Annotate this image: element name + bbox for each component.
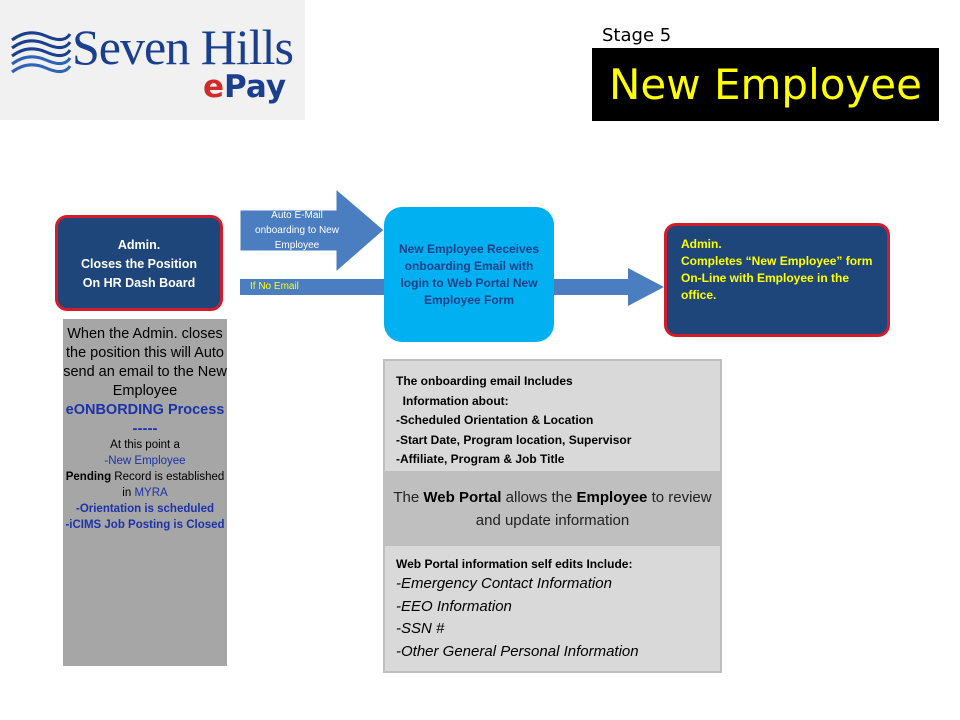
logo-product-rest: Pay: [224, 69, 287, 105]
admin-completes-form-box: [664, 223, 890, 337]
portal-pre: The: [393, 489, 424, 506]
note-myra: MYRA: [134, 487, 168, 499]
admin-close-line1: Admin.: [117, 238, 161, 252]
self-edit-item: -SSN #: [396, 620, 445, 637]
includes-line: -Affiliate, Program & Job Title: [396, 452, 565, 466]
page-title-banner: New Employee: [592, 48, 939, 121]
self-edit-item: -Other General Personal Information: [396, 642, 639, 660]
web-portal-description: [383, 471, 722, 546]
admin-close-explanation: [63, 319, 227, 666]
stage-label: Stage 5: [602, 25, 672, 46]
admin-closes-position-box: [55, 215, 223, 311]
includes-line: -Scheduled Orientation & Location: [396, 413, 594, 427]
note-icims: -iCIMS Job Posting is Closed: [65, 519, 225, 531]
note-process: eONBORDING Process: [65, 402, 225, 418]
employee-receives-email-box: [384, 207, 554, 342]
self-edit-item: -Emergency Contact Information: [396, 575, 612, 592]
receives-text: New Employee Receives onboarding Email with login to Web Portal New Employee Form: [398, 241, 540, 307]
note-new-employee: -New Employee: [104, 455, 186, 467]
self-edits-list: [383, 546, 722, 673]
note-pending-bold: Pending: [65, 471, 112, 483]
includes-line: -Start Date, Program location, Supervisor: [396, 432, 632, 447]
admin-close-line3: On HR Dash Board: [82, 276, 196, 290]
admin-complete-line1: Admin.: [681, 237, 722, 251]
includes-line: The onboarding email Includes: [396, 374, 573, 388]
note-dashes: -----: [132, 420, 158, 437]
note-intro: When the Admin. closes the position this will Auto send an email to the New Employee: [63, 326, 227, 399]
auto-email-label: Auto E-Mail onboarding to New Employee: [255, 210, 339, 251]
note-pending-rest: Record is established in: [111, 471, 225, 499]
portal-post: to review and update information: [475, 489, 712, 529]
self-edits-heading: Web Portal information self edits Include:: [396, 557, 633, 571]
includes-line: Information about:: [396, 393, 509, 408]
note-pending: [63, 469, 227, 501]
logo-product-e: e: [203, 69, 225, 105]
onboarding-email-includes: [383, 359, 722, 471]
admin-complete-line2: Completes “New Employee” form On-Line with Employee in the office.: [681, 254, 873, 302]
note-at-point: At this point a: [110, 439, 180, 451]
admin-close-line2: Closes the Position: [81, 257, 197, 271]
portal-bold-web-portal: Web Portal: [423, 489, 502, 506]
portal-mid: allows the: [501, 489, 577, 506]
self-edit-item: -EEO Information: [396, 597, 512, 615]
logo-brand-text: Seven Hills: [72, 19, 293, 75]
if-no-email-label: If No Email: [250, 281, 299, 292]
note-orientation: -Orientation is scheduled: [75, 503, 215, 515]
portal-bold-employee: Employee: [576, 489, 648, 506]
